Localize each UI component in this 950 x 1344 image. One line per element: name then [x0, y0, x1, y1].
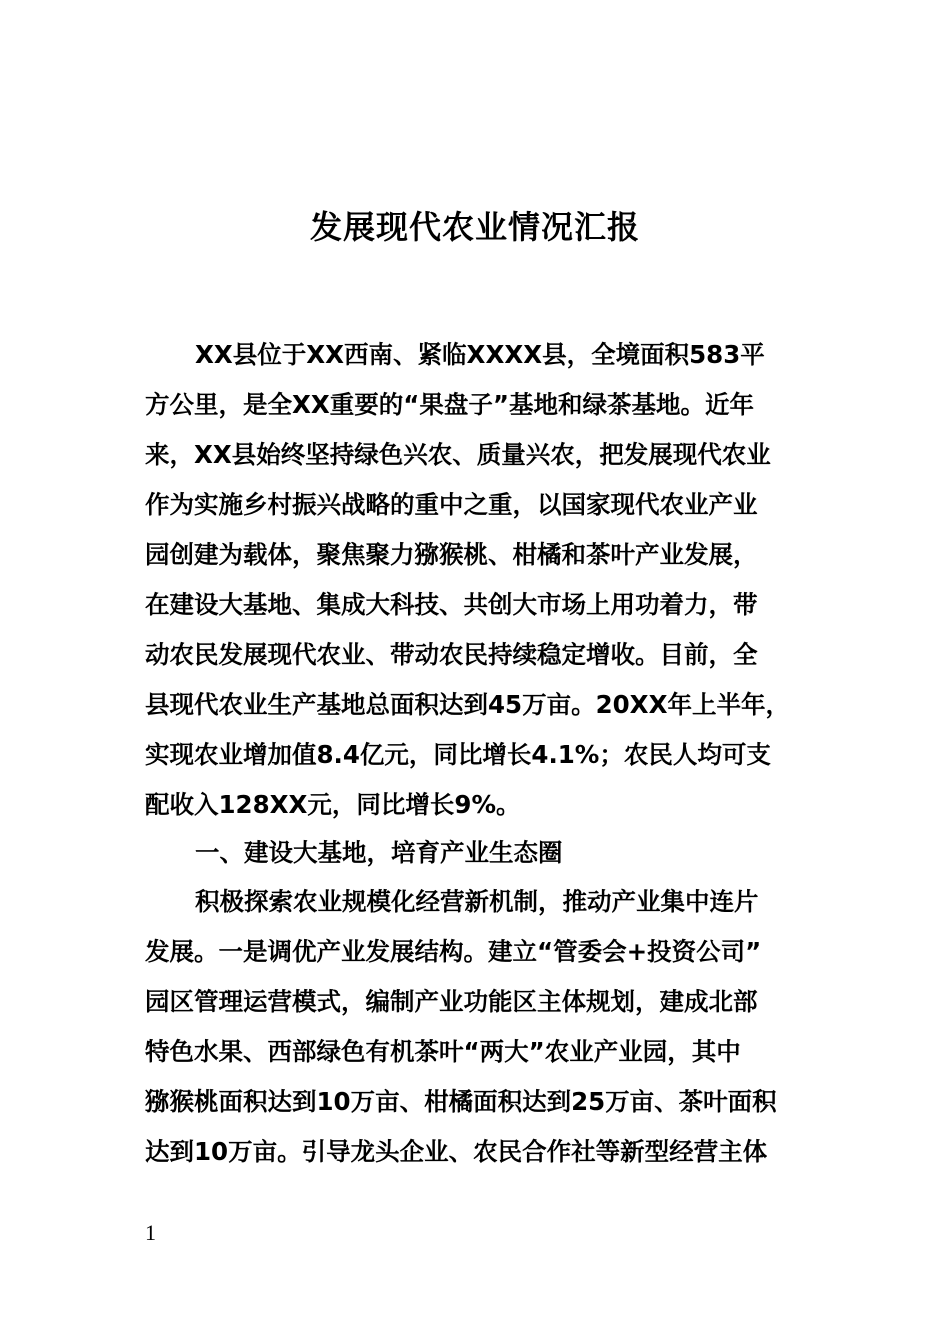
- paragraph-line: 积极探索农业规模化经营新机制，推动产业集中连片: [195, 887, 759, 916]
- paragraph-line: XX县位于XX西南、紧临XXXX县，全境面积583平: [195, 340, 765, 369]
- paragraph-line: 作为实施乡村振兴战略的重中之重，以国家现代农业产业: [145, 490, 758, 519]
- paragraph-line: 实现农业增加值8.4亿元，同比增长4.1%；农民人均可支: [145, 740, 771, 769]
- paragraph-line: 达到10万亩。引导龙头企业、农民合作社等新型经营主体: [145, 1137, 768, 1166]
- paragraph-line: 猕猴桃面积达到10万亩、柑橘面积达到25万亩、茶叶面积: [145, 1087, 777, 1116]
- document-title: 发展现代农业情况汇报: [309, 208, 640, 247]
- page-number: 1: [145, 1220, 156, 1245]
- paragraph-line: 特色水果、西部绿色有机茶叶“两大”农业产业园，其中: [145, 1037, 741, 1066]
- paragraph-line: 在建设大基地、集成大科技、共创大市场上用功着力，带: [145, 590, 758, 619]
- section-heading: 一、建设大基地，培育产业生态圈: [195, 838, 563, 867]
- paragraph-line: 发展。一是调优产业发展结构。建立“管委会+投资公司”: [145, 937, 762, 966]
- paragraph-line: 方公里，是全XX重要的“果盘子”基地和绿茶基地。近年: [145, 390, 754, 419]
- paragraph-line: 配收入128XX元，同比增长9%。: [145, 790, 521, 819]
- paragraph-line: 动农民发展现代农业、带动农民持续稳定增收。目前，全: [145, 640, 758, 669]
- paragraph-line: 园创建为载体，聚焦聚力猕猴桃、柑橘和茶叶产业发展，: [145, 540, 758, 569]
- paragraph-line: 县现代农业生产基地总面积达到45万亩。20XX年上半年，: [145, 690, 790, 719]
- paragraph-line: 来，XX县始终坚持绿色兴农、质量兴农，把发展现代农业: [145, 440, 771, 469]
- paragraph-line: 园区管理运营模式，编制产业功能区主体规划，建成北部: [145, 987, 758, 1016]
